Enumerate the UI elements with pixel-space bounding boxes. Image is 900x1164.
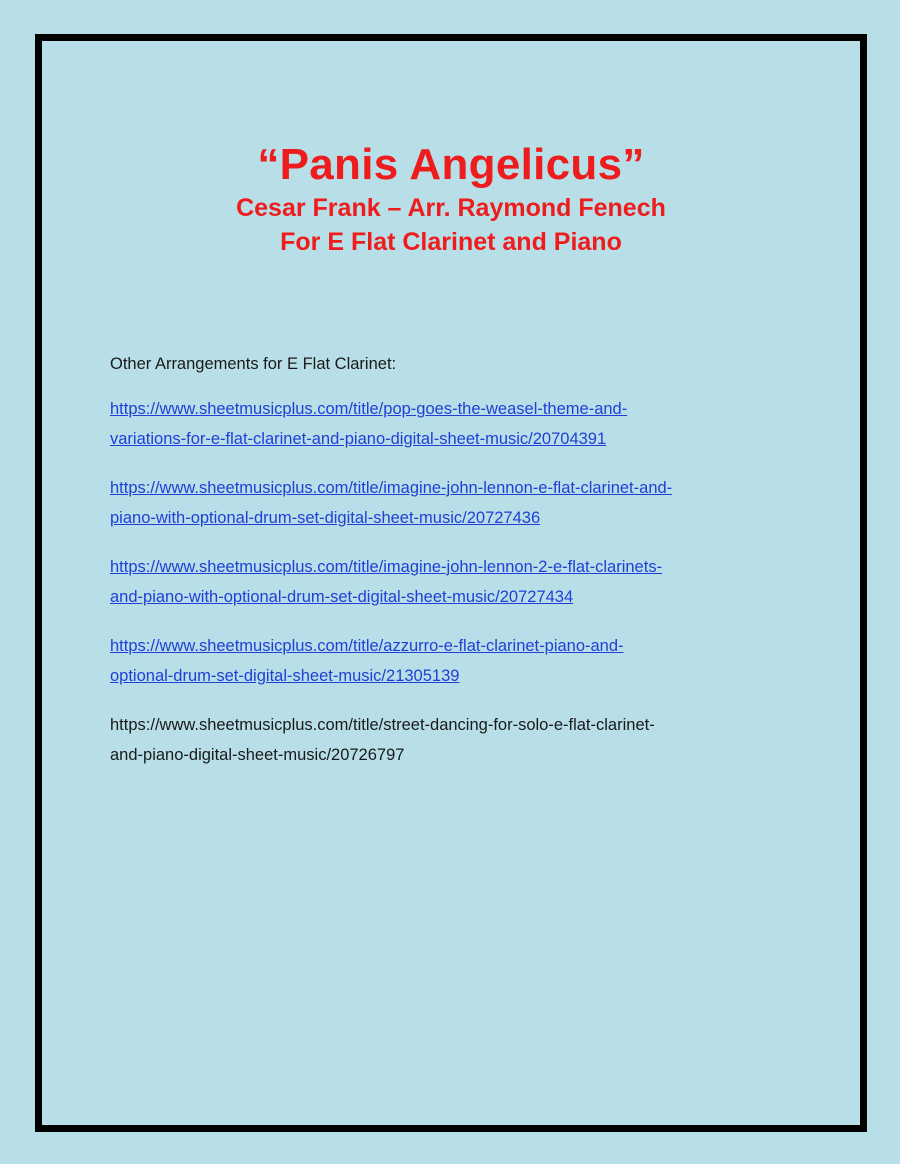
arrangements-intro: Other Arrangements for E Flat Clarinet: [110, 355, 397, 373]
link-line[interactable]: https://www.sheetmusicplus.com/title/pop-goes-the-weasel-theme-and- [110, 400, 628, 418]
arrangement-link-3[interactable] [110, 552, 810, 612]
arrangement-link-1[interactable] [110, 394, 810, 454]
page-title: “Panis Angelicus” [257, 140, 645, 189]
arrangement-plain-url [110, 710, 810, 770]
instrumentation: For E Flat Clarinet and Piano [280, 228, 622, 256]
url-line: and-piano-digital-sheet-music/20726797 [110, 746, 405, 764]
arrangements-list [110, 353, 810, 789]
link-line[interactable]: variations-for-e-flat-clarinet-and-piano-digital-sheet-music/20704391 [110, 430, 607, 448]
url-line: https://www.sheetmusicplus.com/title/street-dancing-for-solo-e-flat-clarinet- [110, 716, 655, 734]
link-line[interactable]: and-piano-with-optional-drum-set-digital-sheet-music/20727434 [110, 588, 574, 606]
link-line[interactable]: optional-drum-set-digital-sheet-music/21305139 [110, 667, 460, 685]
link-line[interactable]: https://www.sheetmusicplus.com/title/azzurro-e-flat-clarinet-piano-and- [110, 637, 624, 655]
link-line[interactable]: https://www.sheetmusicplus.com/title/imagine-john-lennon-2-e-flat-clarinets- [110, 558, 663, 576]
composer-arranger: Cesar Frank – Arr. Raymond Fenech [236, 194, 666, 222]
link-line[interactable]: piano-with-optional-drum-set-digital-sheet-music/20727436 [110, 509, 541, 527]
link-line[interactable]: https://www.sheetmusicplus.com/title/imagine-john-lennon-e-flat-clarinet-and- [110, 479, 673, 497]
title-block [42, 139, 860, 259]
page-border [35, 34, 867, 1132]
arrangement-link-2[interactable] [110, 473, 810, 533]
arrangement-link-4[interactable] [110, 631, 810, 691]
